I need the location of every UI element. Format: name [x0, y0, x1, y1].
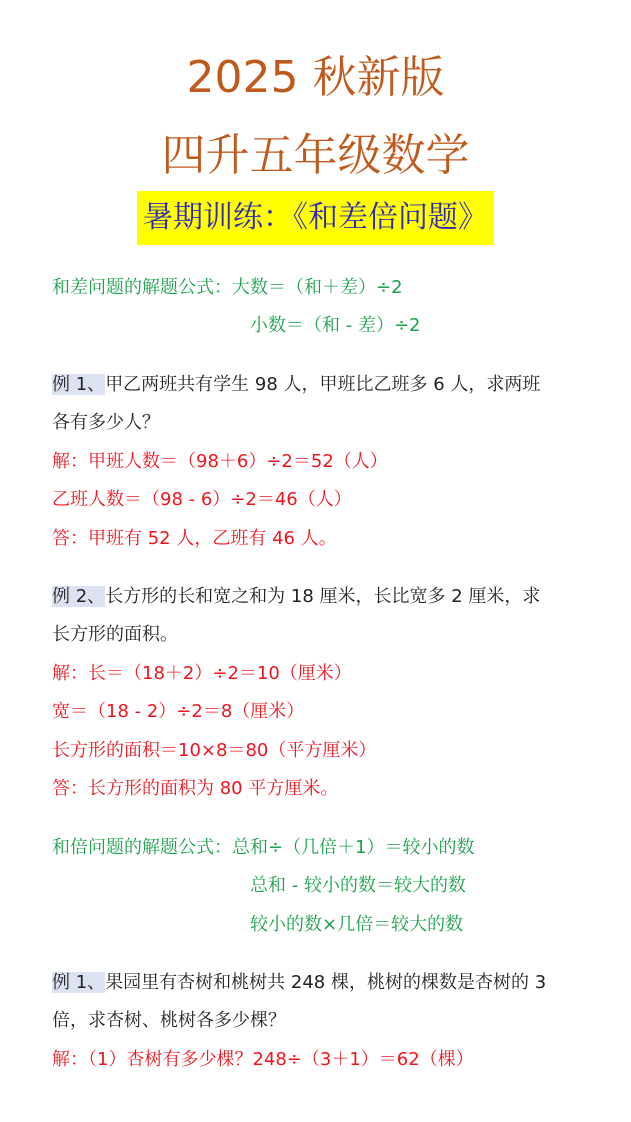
question-text-continued: 长方形的面积。	[52, 624, 178, 645]
formula-larger-number-alt: 较小的数×几倍＝较大的数	[250, 914, 464, 935]
solution-line: 长方形的面积＝10×8＝80（平方厘米）	[52, 740, 377, 761]
formula-label: 和倍问题的解题公式：	[52, 837, 232, 858]
answer-line: 答：甲班有 52 人，乙班有 46 人。	[52, 528, 337, 549]
solution-line: 乙班人数＝（98 - 6）÷2＝46（人）	[52, 489, 352, 510]
example-question-line	[52, 372, 540, 398]
formula-row-1	[52, 835, 475, 861]
highlighted-subtitle: 暑期训练：《和差倍问题》	[137, 191, 494, 245]
formula-row-1	[52, 275, 403, 301]
question-text-continued: 倍，求杏树、桃树各多少棵？	[52, 1010, 286, 1031]
example-tag: 例 1、	[52, 972, 106, 993]
example-tag: 例 2、	[52, 586, 106, 607]
page-title: 2025 秋新版	[186, 52, 445, 103]
formula-large-number: 大数＝（和＋差）÷2	[232, 277, 403, 298]
solution-line: 解：长＝（18＋2）÷2＝10（厘米）	[52, 663, 352, 684]
question-text: 甲乙两班共有学生 98 人，甲班比乙班多 6 人，求两班	[105, 374, 541, 395]
answer-line: 答：长方形的面积为 80 平方厘米。	[52, 778, 339, 799]
question-text: 果园里有杏树和桃树共 248 棵，桃树的棵数是杏树的 3	[105, 972, 547, 993]
example-tag: 例 1、	[52, 374, 106, 395]
formula-smaller-number: 总和÷（几倍＋1）＝较小的数	[232, 837, 475, 858]
example-question-line	[52, 584, 540, 610]
example-question-line	[52, 970, 546, 996]
solution-line: 解：（1）杏树有多少棵？248÷（3＋1）＝62（棵）	[52, 1049, 474, 1070]
formula-larger-number: 总和 - 较小的数＝较大的数	[250, 875, 466, 896]
formula-small-number: 小数＝（和 - 差）÷2	[250, 315, 421, 336]
page-title-grade: 四升五年级数学	[161, 130, 470, 181]
question-text: 长方形的长和宽之和为 18 厘米，长比宽多 2 厘米，求	[105, 586, 541, 607]
solution-line: 宽＝（18 - 2）÷2＝8（厘米）	[52, 701, 305, 722]
solution-line: 解：甲班人数＝（98＋6）÷2＝52（人）	[52, 451, 388, 472]
question-text-continued: 各有多少人？	[52, 412, 160, 433]
formula-label: 和差问题的解题公式：	[52, 277, 232, 298]
subtitle-container	[0, 191, 631, 245]
